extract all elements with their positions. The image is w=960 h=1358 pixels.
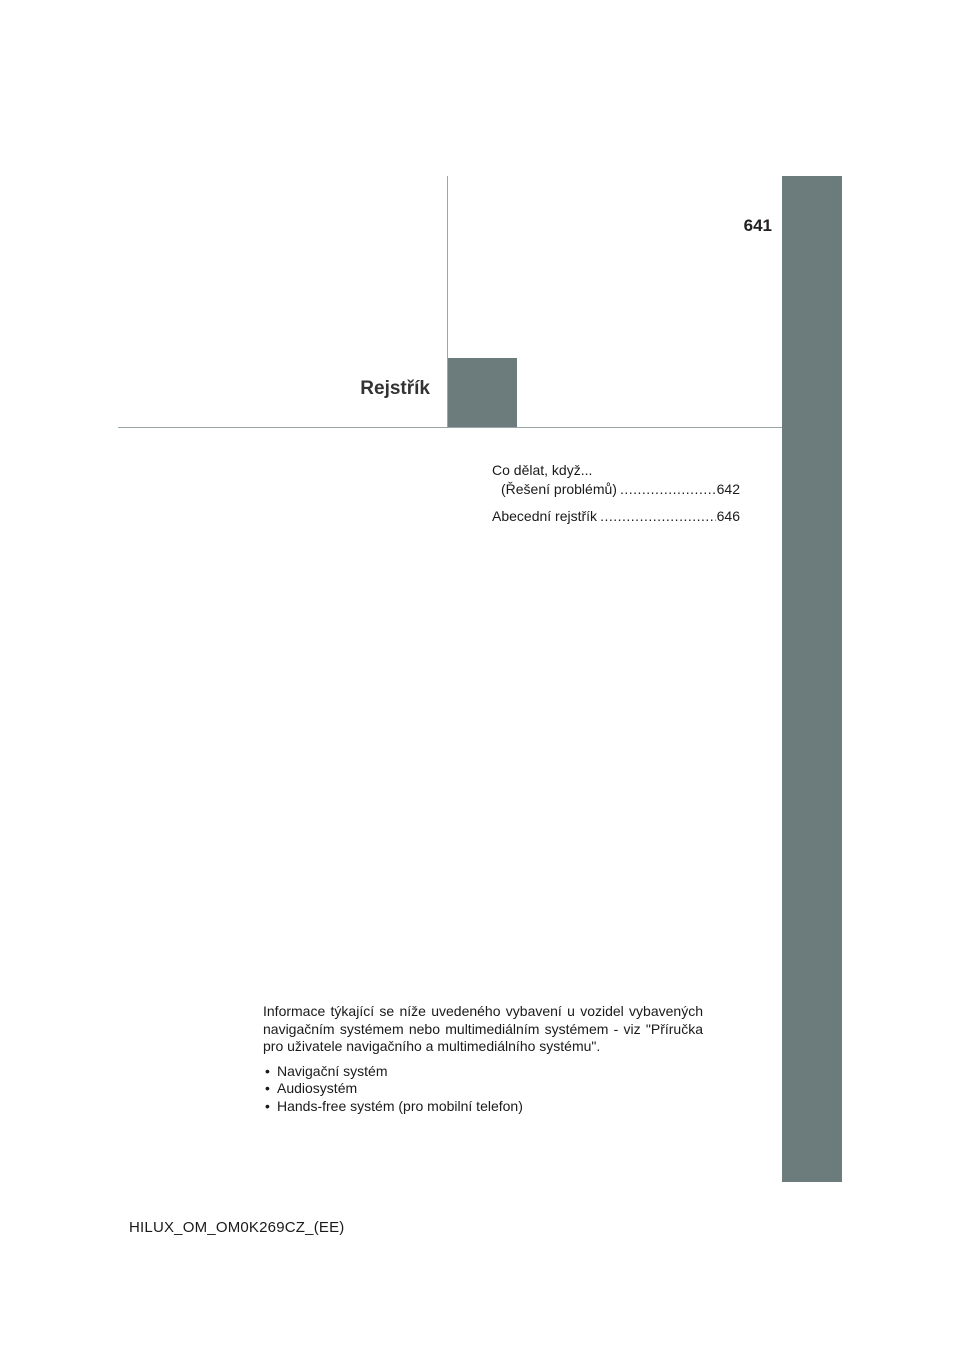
toc-entry-title: Co dělat, když... (492, 462, 593, 478)
document-code: HILUX_OM_OM0K269CZ_(EE) (129, 1219, 345, 1236)
list-item-text: Hands-free systém (pro mobilní telefon) (277, 1097, 523, 1114)
info-note (263, 1003, 703, 1115)
toc-page-number: 642 (716, 481, 740, 497)
list-item (263, 1098, 703, 1116)
list-item-text: Audiosystém (277, 1080, 358, 1096)
equipment-list (263, 1063, 703, 1116)
section-marker-square (448, 358, 517, 427)
toc-entry-alphabetical-index[interactable] (492, 507, 740, 526)
chapter-side-tab (782, 176, 842, 1182)
info-paragraph: Informace týkající se níže uvedeného vybavení u vozidel vybavených navigačním systémem nebo multimediálním systémem - viz "Příručka pro uživatele navigačního a multimediálního systému". (263, 1003, 703, 1054)
bullet-icon: • (265, 1062, 270, 1079)
section-title: Rejstřík (360, 378, 430, 399)
bullet-icon: • (265, 1097, 270, 1114)
toc-leader-dots (600, 507, 716, 526)
table-of-contents (492, 461, 740, 534)
list-item-text: Navigační systém (277, 1062, 388, 1079)
toc-page-number: 646 (716, 508, 740, 524)
list-item (263, 1080, 703, 1098)
toc-entry-troubleshooting[interactable] (492, 461, 740, 499)
toc-leader-dots (620, 480, 716, 499)
page-number: 641 (743, 216, 772, 235)
bullet-icon: • (265, 1080, 270, 1096)
toc-entry-title: Abecední rejstřík (492, 508, 598, 524)
toc-entry-subtitle: (Řešení problémů) (501, 481, 617, 497)
list-item (263, 1063, 703, 1081)
horizontal-rule (118, 427, 782, 428)
